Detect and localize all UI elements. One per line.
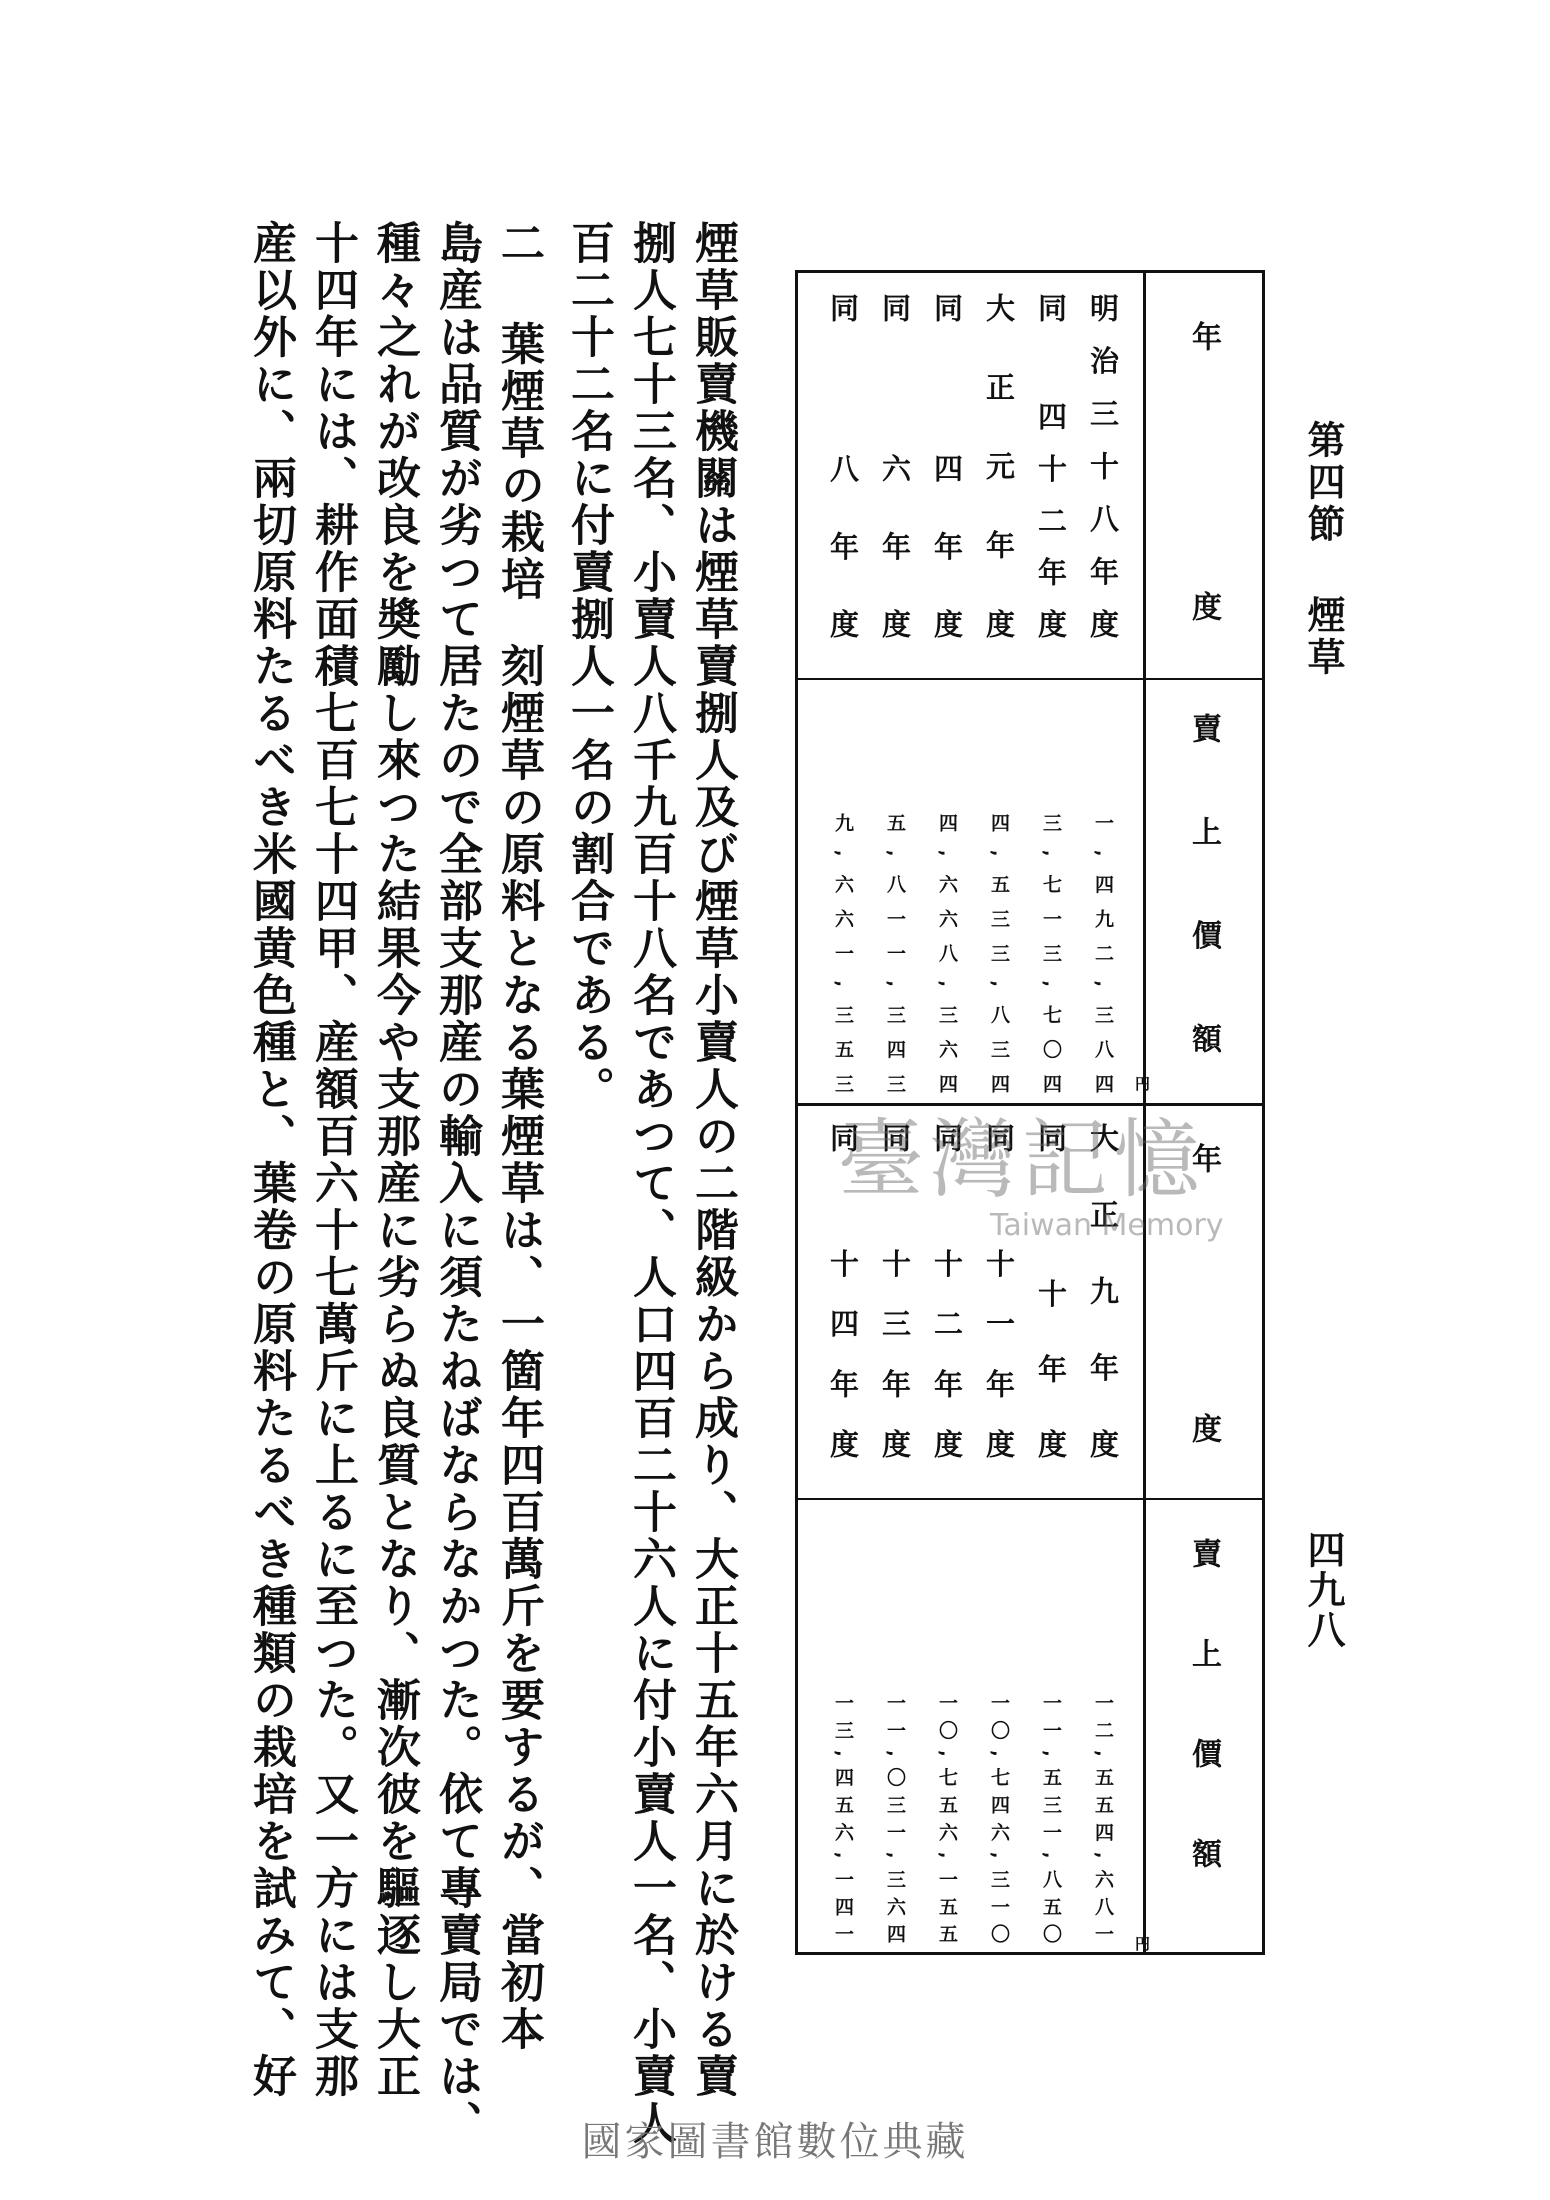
body-text-line: 島産は品質が劣つて居たので全部支那産の輸入に須たねばならなかつた。依て專賣局では、 [431,220,482,2147]
section-heading: 二 葉煙草の栽培 [493,220,544,603]
table-cell-year: 同 四十二年度 [1034,293,1068,638]
body-text-line: 百二十二名に付賣捌人一名の割合である。 [563,220,614,1113]
table-divider [798,1498,1262,1500]
table-cell-amount: 四,五三三,八三四 [988,813,1010,1093]
table-cell-year: 同 十四年度 [826,1123,860,1458]
table-cell-amount: 五,八一一,三四三 [884,813,906,1093]
section-line [493,220,544,2053]
body-text-line: 捌人七十三名、小賣人八千九百十八名であつて、人口四百二十六人に付小賣人一名、小賣人 [625,220,676,2147]
body-text-line: 十四年には、耕作面積七百七十四甲、産額百六十七萬斤に上るに至つた。又一方には支那 [307,220,358,2100]
table-cell-year: 同 四年度 [930,293,964,638]
table-cell-year: 同 六年度 [878,293,912,638]
table-cell-amount: 四,六六八,三六四 [936,813,958,1093]
table-cell-amount: 一一,〇三一,三六四 [884,1693,906,1943]
table-cell-year: 大正元年度 [982,293,1016,638]
table-cell-year: 明治三十八年度 [1086,293,1120,638]
table-cell-year: 同 十二年度 [930,1123,964,1458]
body-text-line: 刻煙草の原料となる葉煙草は、一箇年四百萬斤を要するが、當初本 [493,643,544,2053]
table-cell-amount: 一〇,七五六,一五五 [936,1693,958,1943]
yen-unit-label: 円 [1135,1935,1151,1953]
table-cell-amount: 九,六六一,三五三 [832,813,854,1093]
table-cell-year: 同 十三年度 [878,1123,912,1458]
table-divider [798,678,1262,680]
table-cell-year: 大正九年度 [1086,1123,1120,1458]
watermark-logo: 臺灣記憶 [837,1110,1206,1210]
table-cell-amount: 一一,五三一,八五〇 [1040,1693,1062,1943]
table-cell-year: 同 十一年度 [982,1123,1016,1458]
column-header-amount: 賣上價額 [1186,713,1221,1053]
body-text-line: 種々之れが改良を奬勵し來つた結果今や支那産に劣らぬ良質となり、漸次彼を驅逐し大正 [369,220,420,2100]
body-text-line: 産以外に、兩切原料たるべき米國黄色種と、葉卷の原料たるべき種類の栽培を試みて、好 [245,220,296,2100]
watermark-subtitle: Taiwan Memory [990,1208,1224,1243]
body-text-line: 煙草販賣機關は煙草賣捌人及び煙草小賣人の二階級から成り、大正十五年六月に於ける賣 [687,220,738,2100]
column-header-year: 年度 [1186,1143,1221,1443]
table-cell-year: 同 十年度 [1034,1123,1068,1458]
watermark [820,1090,1224,1243]
page-number: 四九八 [1301,1530,1346,1650]
running-header: 第四節 煙草 [1301,420,1346,679]
table-cell-amount: 一,四九二,三八四 [1092,813,1114,1093]
table-cell-amount: 一三,四五六,一四一 [832,1693,854,1943]
table-cell-year: 同 八年度 [826,293,860,638]
table-cell-amount: 三,七一三,七〇四 [1040,813,1062,1093]
table-cell-amount: 一二,五五四,六八一 [1092,1693,1114,1943]
yen-unit-label: 円 [1135,1075,1151,1093]
table-cell-amount: 一〇,七四六,三一〇 [988,1693,1010,1943]
footer-credit: 國家圖書館數位典藏 [581,2119,969,2165]
column-header-amount: 賣上價額 [1186,1538,1221,1868]
column-header-year: 年度 [1186,321,1221,621]
